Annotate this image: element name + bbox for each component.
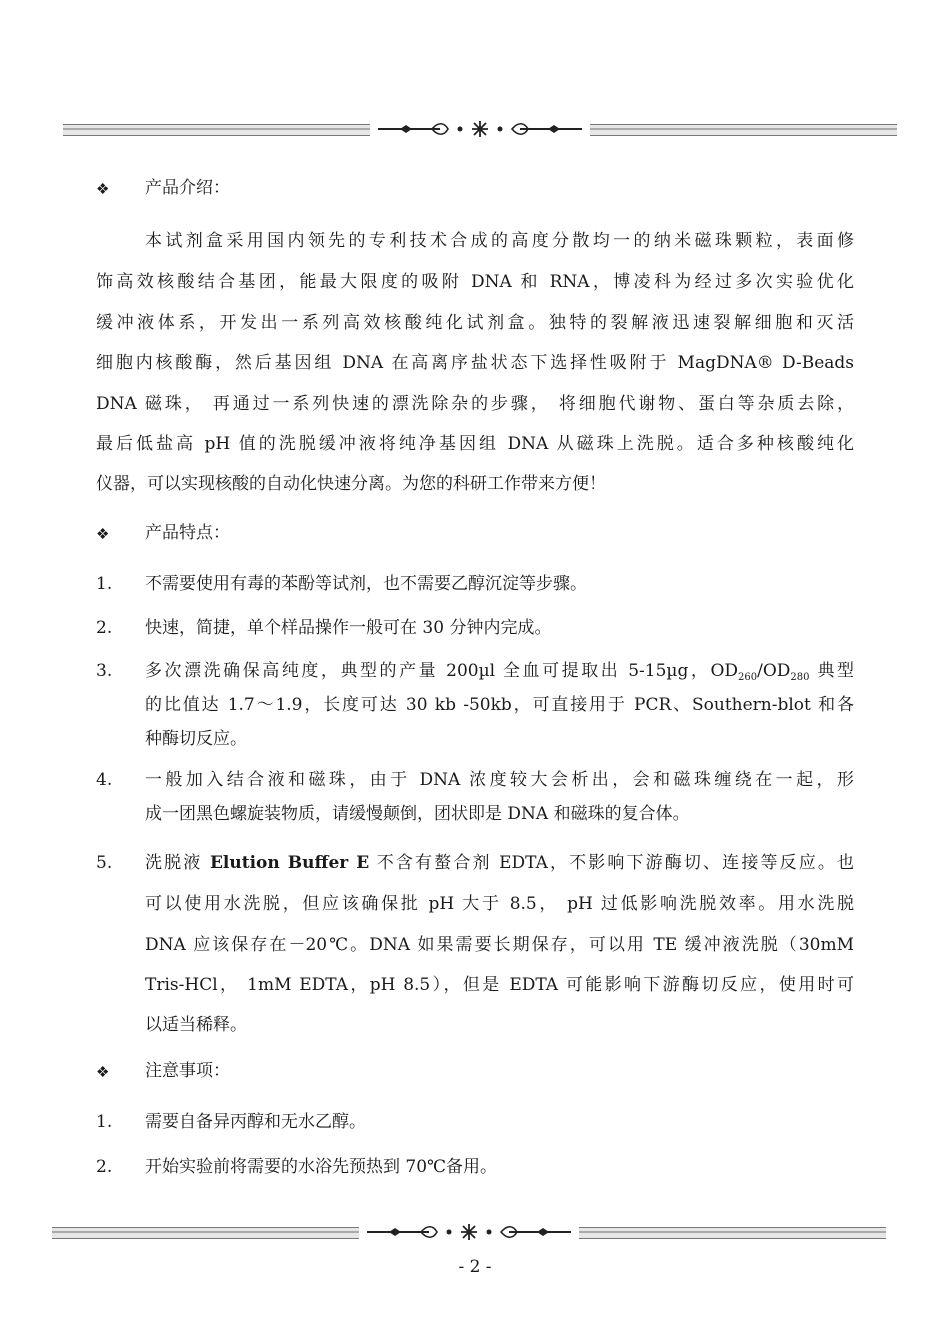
list-number: 2. (96, 618, 113, 638)
section-bullet-icon: ❖ (96, 525, 110, 543)
feature-item-5-line-1 (145, 853, 854, 873)
feature-5-text-a: 洗脱液 (145, 853, 210, 873)
feature-item-3-line-3: 种酶切反应。 (145, 729, 247, 749)
ornament-icon (370, 119, 590, 139)
section-bullet-icon: ❖ (96, 180, 110, 198)
intro-line-3: 缓冲液体系，开发出一系列高效核酸纯化试剂盒。独特的裂解液迅速裂解细胞和灭活 (96, 313, 854, 333)
intro-line-7: 仪器，可以实现核酸的自动化快速分离。为您的科研工作带来方便！ (96, 474, 606, 494)
intro-line-5: DNA 磁珠， 再通过一系列快速的漂洗除杂的步骤， 将细胞代谢物、蛋白等杂质去除， (96, 394, 854, 414)
section-title-features: 产品特点： (145, 523, 230, 543)
feature-item-5-line-4: Tris-HCl， 1mM EDTA，pH 8.5），但是 EDTA 可能影响下游酶切反应，使用时可 (145, 975, 854, 995)
list-number: 4. (96, 770, 113, 790)
note-item-2: 开始实验前将需要的水浴先预热到 70℃备用。 (145, 1157, 498, 1177)
intro-line-2: 饰高效核酸结合基团，能最大限度的吸附 DNA 和 RNA，博凌科为经过多次实验优化 (96, 272, 854, 292)
intro-line-4: 细胞内核酸酶，然后基因组 DNA 在高离序盐状态下选择性吸附于 MagDNA® D-Beads (96, 353, 854, 373)
feature-item-3-line-2: 的比值达 1.7～1.9，长度可达 30 kb -50kb，可直接用于 PCR、Southern-blot 和各 (145, 695, 854, 715)
feature-5-bold: Elution Buffer E (209, 853, 370, 873)
feature-5-text-b: 不含有螯合剂 EDTA，不影响下游酶切、连接等反应。也 (369, 853, 854, 873)
feature-item-4-line-1: 一般加入结合液和磁珠，由于 DNA 浓度较大会析出，会和磁珠缠绕在一起，形 (145, 770, 854, 790)
section-title-notes: 注意事项： (145, 1061, 230, 1081)
section-bullet-icon: ❖ (96, 1063, 110, 1081)
feature-3-text-c: 典型 (809, 661, 854, 681)
feature-item-5-line-3: DNA 应该保存在－20℃。DNA 如果需要长期保存，可以用 TE 缓冲液洗脱（30mM (145, 935, 854, 955)
header-divider (63, 124, 897, 136)
ornament-icon (359, 1222, 579, 1242)
feature-item-3-line-1 (145, 661, 854, 681)
subscript-280: 280 (790, 672, 810, 683)
list-number: 3. (96, 661, 113, 681)
list-number: 2. (96, 1157, 113, 1177)
intro-line-1: 本试剂盒采用国内领先的专利技术合成的高度分散均一的纳米磁珠颗粒，表面修 (145, 231, 854, 251)
list-number: 1. (96, 574, 113, 594)
section-title-intro: 产品介绍： (145, 178, 230, 198)
feature-item-5-line-2: 可以使用水洗脱，但应该确保批 pH 大于 8.5， pH 过低影响洗脱效率。用水洗脱 (145, 894, 854, 914)
note-item-1: 需要自备异丙醇和无水乙醇。 (145, 1112, 366, 1132)
feature-item-1: 不需要使用有毒的苯酚等试剂，也不需要乙醇沉淀等步骤。 (145, 574, 587, 594)
feature-item-5-line-5: 以适当稀释。 (145, 1015, 247, 1035)
footer-divider (52, 1227, 886, 1239)
feature-3-text-b: /OD (757, 661, 791, 681)
feature-item-4-line-2: 成一团黑色螺旋装物质，请缓慢颠倒，团状即是 DNA 和磁珠的复合体。 (145, 804, 690, 824)
list-number: 1. (96, 1112, 113, 1132)
intro-line-6: 最后低盐高 pH 值的洗脱缓冲液将纯净基因组 DNA 从磁珠上洗脱。适合多种核酸纯化 (96, 434, 854, 454)
subscript-260: 260 (738, 672, 758, 683)
list-number: 5. (96, 853, 113, 873)
feature-3-text-a: 多次漂洗确保高纯度，典型的产量 200µl 全血可提取出 5-15µg，OD (145, 661, 739, 681)
page-number: - 2 - (458, 1257, 492, 1277)
feature-item-2: 快速，简捷，单个样品操作一般可在 30 分钟内完成。 (145, 618, 552, 638)
